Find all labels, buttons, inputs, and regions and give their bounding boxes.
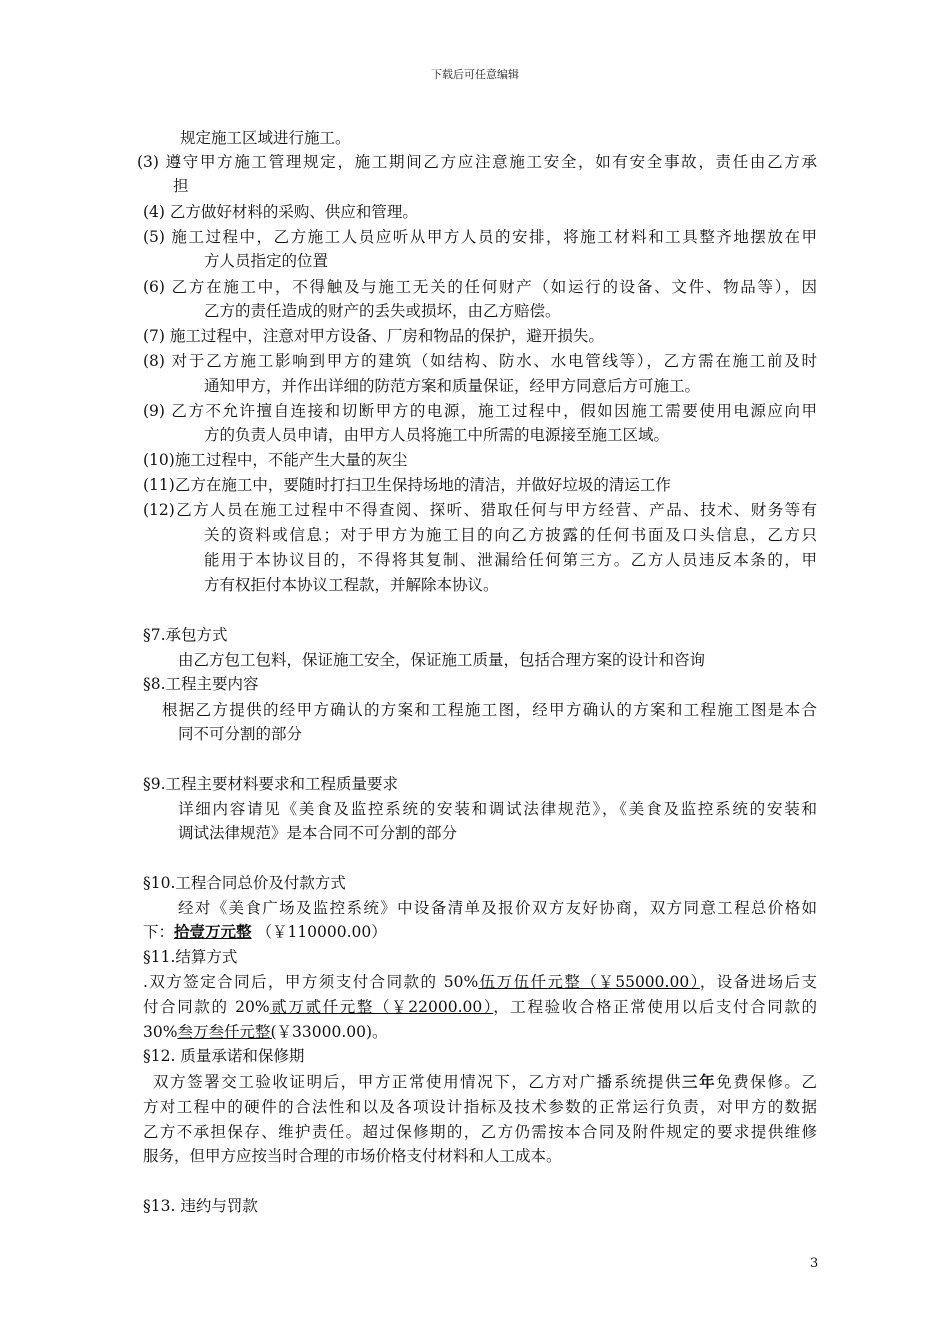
list-item-12: (12)乙方人员在施工过程中不得查阅、探听、猎取任何与甲方经营、产品、技术、财务等有 [143, 501, 817, 519]
text-line: 方人员指定的位置 [204, 252, 329, 270]
list-item-7: (7) 施工过程中，注意对甲方设备、厂房和物品的保护，避开损失。 [143, 327, 604, 345]
list-item-11: (11)乙方在施工中，要随时打扫卫生保持场地的清洁，并做好垃圾的清运工作 [143, 476, 671, 494]
payment-amount-1: 伍万伍仟元整（￥55000.00） [478, 973, 700, 991]
text-run: 30% [143, 1023, 178, 1041]
list-item-5: (5) 施工过程中，乙方施工人员应听从甲方人员的安排，将施工材料和工具整齐地摆放在甲 [143, 228, 817, 246]
text-line: 调试法律规范》是本合同不可分割的部分 [178, 824, 458, 842]
text-line: 同不可分割的部分 [178, 725, 303, 743]
text-run: ，设备进场后支 [699, 973, 817, 991]
paragraph: 由乙方包工包料，保证施工安全，保证施工质量，包括合理方案的设计和咨询 [178, 651, 706, 669]
paragraph [143, 972, 817, 992]
list-item-9: (9) 乙方不允许擅自连接和切断甲方的电源，施工过程中，假如因施工需要使用电源应向甲 [143, 402, 817, 420]
paragraph [153, 1072, 817, 1092]
text-line: 担 [173, 177, 189, 195]
text-line: 服务，但甲方应按当时合理的市场价格支付材料和人工成本。 [143, 1147, 562, 1165]
text-run: 下： [143, 923, 175, 941]
text-run: 双方签署交工验收证明后，甲方正常使用情况下，乙方对广播系统提供 [153, 1073, 683, 1091]
section-heading-12: §12. 质量承诺和保修期 [143, 1047, 305, 1065]
text-line: 能用于本协议目的，不得将其复制、泄漏给任何第三方。乙方人员违反本条的，甲 [204, 551, 817, 569]
list-item-6: (6) 乙方在施工中，不得触及与施工无关的任何财产（如运行的设备、文件、物品等），因 [143, 278, 817, 296]
text-line: 方的负责人员申请，由甲方人员将施工中所需的电源接至施工区域。 [204, 426, 670, 444]
text-line: 方有权拒付本协议工程款，并解除本协议。 [204, 576, 499, 594]
section-heading-7: §7.承包方式 [143, 626, 228, 644]
paragraph: 根据乙方提供的经甲方确认的方案和工程施工图，经甲方确认的方案和工程施工图是本合 [162, 701, 817, 719]
section-heading-8: §8.工程主要内容 [143, 675, 259, 693]
list-item-3: (3) 遵守甲方施工管理规定，施工期间乙方应注意施工安全，如有安全事故，责任由乙方承 [137, 153, 817, 171]
paragraph: 经对《美食广场及监控系统》中设备清单及报价双方友好协商，双方同意工程总价格如 [178, 899, 817, 917]
text-line: 乙方不承担保存、维护责任。超过保修期的，乙方仍需按本合同及附件规定的要求提供维修 [143, 1123, 817, 1141]
section-heading-10: §10.工程合同总价及付款方式 [143, 874, 346, 892]
list-item-8: (8) 对于乙方施工影响到甲方的建筑（如结构、防水、水电管线等），乙方需在施工前及时 [143, 352, 817, 370]
list-item-10: (10)施工过程中，不能产生大量的灰尘 [143, 451, 408, 469]
text-run: .双方签定合同后，甲方须支付合同款的 50% [143, 973, 479, 991]
section-heading-13: §13. 违约与罚款 [143, 1197, 258, 1215]
paragraph: 详细内容请见《美食及监控系统的安装和调试法律规范》，《美食及监控系统的安装和 [178, 800, 817, 818]
section-heading-11: §11.结算方式 [143, 948, 238, 966]
warranty-period: 三年 [682, 1072, 717, 1091]
text-line: 规定施工区域进行施工。 [180, 129, 351, 147]
text-line: 乙方的责任造成的财产的丢失或损坏，由乙方赔偿。 [204, 302, 561, 320]
text-run: ，工程验收合格正常使用以后支付合同款的 [493, 998, 817, 1016]
total-price-text: 拾壹万元整 [174, 922, 252, 941]
text-line [143, 922, 387, 942]
payment-amount-3: 叁万叁仟元整( [177, 1023, 277, 1041]
text-run: 免费保修。乙 [716, 1073, 817, 1091]
text-run: ￥33000.00)。 [276, 1023, 388, 1041]
list-item-4: (4) 乙方做好材料的采购、供应和管理。 [143, 203, 418, 221]
text-line: 关的资料或信息；对于甲方为施工目的向乙方披露的任何书面及口头信息，乙方只 [204, 526, 817, 544]
text-line [143, 997, 817, 1017]
text-line: 通知甲方，并作出详细的防范方案和质量保证，经甲方同意后方可施工。 [204, 377, 701, 395]
payment-amount-2: 贰万贰仟元整（￥22000.00） [269, 998, 494, 1016]
section-heading-9: §9.工程主要材料要求和工程质量要求 [143, 775, 399, 793]
total-price-amount: （￥110000.00） [251, 923, 387, 941]
page-header: 下载后可任意编辑 [431, 68, 519, 81]
text-run: 付合同款的 20% [143, 998, 270, 1016]
page-number: 3 [810, 1256, 819, 1271]
text-line [143, 1022, 388, 1042]
text-line: 方对工程中的硬件的合法性和以及各项设计指标及技术参数的正常运行负责，对甲方的数据 [143, 1098, 817, 1116]
